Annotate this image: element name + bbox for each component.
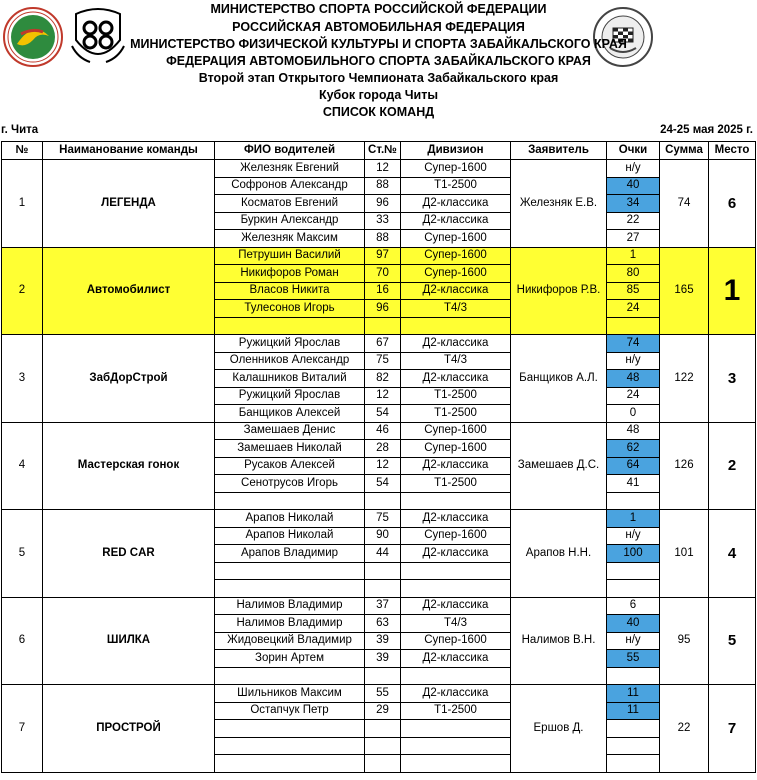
points-cell [607, 492, 660, 510]
start-number-cell: 96 [365, 300, 401, 318]
sum-cell: 165 [660, 247, 709, 335]
team-number-cell: 7 [2, 685, 43, 773]
division-cell: Д2-классика [401, 650, 511, 668]
start-number-cell [365, 755, 401, 773]
team-number-cell: 1 [2, 160, 43, 248]
points-cell: 55 [607, 650, 660, 668]
team-name-cell: ЛЕГЕНДА [43, 160, 215, 248]
division-cell [401, 562, 511, 580]
driver-name-cell: Замешаев Денис [215, 422, 365, 440]
start-number-cell [365, 492, 401, 510]
driver-name-cell: Железняк Максим [215, 230, 365, 248]
driver-name-cell: Налимов Владимир [215, 597, 365, 615]
points-cell: н/у [607, 160, 660, 178]
sum-cell: 95 [660, 597, 709, 685]
driver-name-cell [215, 667, 365, 685]
date-label: 24-25 мая 2025 г. [660, 124, 753, 136]
division-cell [401, 317, 511, 335]
division-cell: Супер-1600 [401, 632, 511, 650]
driver-name-cell: Арапов Николай [215, 510, 365, 528]
points-cell: 11 [607, 685, 660, 703]
col-place-header: Место [709, 142, 756, 160]
division-cell: Т1-2500 [401, 177, 511, 195]
driver-name-cell [215, 317, 365, 335]
start-number-cell: 29 [365, 702, 401, 720]
start-number-cell: 16 [365, 282, 401, 300]
table-row [2, 685, 756, 703]
driver-name-cell: Власов Никита [215, 282, 365, 300]
start-number-cell [365, 720, 401, 738]
header-line-regional-federation: ФЕДЕРАЦИЯ АВТОМОБИЛЬНОГО СПОРТА ЗАБАЙКАЛЬСКОГО КРАЯ [166, 54, 591, 68]
place-cell: 3 [709, 335, 756, 423]
points-cell [607, 667, 660, 685]
driver-name-cell [215, 580, 365, 598]
start-number-cell: 82 [365, 370, 401, 388]
points-cell [607, 562, 660, 580]
division-cell [401, 580, 511, 598]
points-cell: 24 [607, 387, 660, 405]
start-number-cell: 33 [365, 212, 401, 230]
applicant-cell: Никифоров Р.В. [511, 247, 607, 335]
team-number-cell: 2 [2, 247, 43, 335]
division-cell [401, 667, 511, 685]
points-cell: 22 [607, 212, 660, 230]
driver-name-cell: Буркин Александр [215, 212, 365, 230]
sum-cell: 22 [660, 685, 709, 773]
division-cell: Д2-классика [401, 457, 511, 475]
team-number-cell: 4 [2, 422, 43, 510]
division-cell: Д2-классика [401, 510, 511, 528]
driver-name-cell: Арапов Владимир [215, 545, 365, 563]
points-cell: 48 [607, 370, 660, 388]
driver-name-cell: Косматов Евгений [215, 195, 365, 213]
team-name-cell: Автомобилист [43, 247, 215, 335]
page-title: СПИСОК КОМАНД [322, 105, 435, 119]
team-number-cell: 6 [2, 597, 43, 685]
division-cell: Супер-1600 [401, 440, 511, 458]
points-cell: 41 [607, 475, 660, 493]
teams-table [1, 141, 756, 773]
driver-name-cell: Железняк Евгений [215, 160, 365, 178]
points-cell: 40 [607, 177, 660, 195]
col-applicant-header: Заявитель [511, 142, 607, 160]
driver-name-cell [215, 755, 365, 773]
driver-name-cell [215, 562, 365, 580]
document-header [0, 0, 757, 122]
sum-cell: 122 [660, 335, 709, 423]
header-line-raf: РОССИЙСКАЯ АВТОМОБИЛЬНАЯ ФЕДЕРАЦИЯ [232, 20, 525, 34]
start-number-cell: 44 [365, 545, 401, 563]
table-row [2, 510, 756, 528]
driver-name-cell: Зорин Артем [215, 650, 365, 668]
start-number-cell: 28 [365, 440, 401, 458]
division-cell: Д2-классика [401, 212, 511, 230]
driver-name-cell: Ружицкий Ярослав [215, 387, 365, 405]
driver-name-cell: Русаков Алексей [215, 457, 365, 475]
driver-name-cell: Налимов Владимир [215, 615, 365, 633]
start-number-cell: 54 [365, 405, 401, 423]
points-cell: 27 [607, 230, 660, 248]
place-cell: 4 [709, 510, 756, 598]
division-cell [401, 755, 511, 773]
col-number-header: № [2, 142, 43, 160]
driver-name-cell: Банщиков Алексей [215, 405, 365, 423]
division-cell: Д2-классика [401, 597, 511, 615]
division-cell: Д2-классика [401, 195, 511, 213]
start-number-cell: 12 [365, 387, 401, 405]
start-number-cell: 97 [365, 247, 401, 265]
points-cell: 48 [607, 422, 660, 440]
header-line-ministry-sport: МИНИСТЕРСТВО СПОРТА РОССИЙСКОЙ ФЕДЕРАЦИИ [210, 2, 547, 16]
table-header-row [2, 142, 756, 160]
table-row [2, 597, 756, 615]
start-number-cell: 12 [365, 457, 401, 475]
start-number-cell: 96 [365, 195, 401, 213]
division-cell: Супер-1600 [401, 247, 511, 265]
start-number-cell: 12 [365, 160, 401, 178]
applicant-cell: Замешаев Д.С. [511, 422, 607, 510]
applicant-cell: Налимов В.Н. [511, 597, 607, 685]
driver-name-cell: Сенотрусов Игорь [215, 475, 365, 493]
header-line-ministry-region: МИНИСТЕРСТВО ФИЗИЧЕСКОЙ КУЛЬТУРЫ И СПОРТА ЗАБАЙКАЛЬСКОГО КРАЯ [130, 37, 627, 51]
points-cell [607, 317, 660, 335]
points-cell [607, 580, 660, 598]
driver-name-cell: Никифоров Роман [215, 265, 365, 283]
division-cell [401, 720, 511, 738]
start-number-cell: 70 [365, 265, 401, 283]
division-cell: Супер-1600 [401, 527, 511, 545]
header-line-cup: Кубок города Читы [318, 88, 439, 102]
team-number-cell: 5 [2, 510, 43, 598]
table-row [2, 160, 756, 178]
place-cell: 1 [709, 247, 756, 335]
header-line-event-stage: Второй этап Открытого Чемпионата Забайкальского края [198, 71, 559, 85]
division-cell: Т1-2500 [401, 405, 511, 423]
start-number-cell: 55 [365, 685, 401, 703]
points-cell: 74 [607, 335, 660, 353]
start-number-cell [365, 317, 401, 335]
driver-name-cell: Петрушин Василий [215, 247, 365, 265]
points-cell: 100 [607, 545, 660, 563]
driver-name-cell [215, 492, 365, 510]
start-number-cell [365, 667, 401, 685]
points-cell: 24 [607, 300, 660, 318]
division-cell [401, 737, 511, 755]
division-cell: Д2-классика [401, 685, 511, 703]
division-cell [401, 492, 511, 510]
start-number-cell: 54 [365, 475, 401, 493]
start-number-cell: 39 [365, 632, 401, 650]
points-cell [607, 755, 660, 773]
driver-name-cell [215, 737, 365, 755]
team-name-cell: ШИЛКА [43, 597, 215, 685]
applicant-cell: Ершов Д. [511, 685, 607, 773]
start-number-cell [365, 562, 401, 580]
points-cell: 1 [607, 510, 660, 528]
division-cell: Т4/3 [401, 300, 511, 318]
col-team-header: Наиманование команды [43, 142, 215, 160]
team-name-cell: ПРОСТРОЙ [43, 685, 215, 773]
col-division-header: Дивизион [401, 142, 511, 160]
driver-name-cell: Остапчук Петр [215, 702, 365, 720]
points-cell [607, 720, 660, 738]
division-cell: Супер-1600 [401, 160, 511, 178]
division-cell: Д2-классика [401, 545, 511, 563]
col-drivers-header: ФИО водителей [215, 142, 365, 160]
place-cell: 2 [709, 422, 756, 510]
col-sum-header: Сумма [660, 142, 709, 160]
division-cell: Д2-классика [401, 335, 511, 353]
start-number-cell: 88 [365, 230, 401, 248]
division-cell: Д2-классика [401, 282, 511, 300]
col-points-header: Очки [607, 142, 660, 160]
start-number-cell: 75 [365, 510, 401, 528]
division-cell: Т1-2500 [401, 702, 511, 720]
driver-name-cell: Оленников Александр [215, 352, 365, 370]
division-cell: Т1-2500 [401, 475, 511, 493]
start-number-cell: 37 [365, 597, 401, 615]
start-number-cell [365, 737, 401, 755]
division-cell: Т1-2500 [401, 387, 511, 405]
place-cell: 7 [709, 685, 756, 773]
driver-name-cell: Шильников Максим [215, 685, 365, 703]
start-number-cell: 46 [365, 422, 401, 440]
division-cell: Д2-классика [401, 370, 511, 388]
start-number-cell: 75 [365, 352, 401, 370]
points-cell: 0 [607, 405, 660, 423]
points-cell: 85 [607, 282, 660, 300]
points-cell: 1 [607, 247, 660, 265]
start-number-cell: 90 [365, 527, 401, 545]
division-cell: Супер-1600 [401, 230, 511, 248]
start-number-cell: 88 [365, 177, 401, 195]
points-cell: н/у [607, 632, 660, 650]
points-cell: 6 [607, 597, 660, 615]
table-row [2, 247, 756, 265]
city-label: г. Чита [1, 124, 39, 136]
team-name-cell: ЗабДорСтрой [43, 335, 215, 423]
applicant-cell: Железняк Е.В. [511, 160, 607, 248]
points-cell: 64 [607, 457, 660, 475]
points-cell: 40 [607, 615, 660, 633]
table-row [2, 335, 756, 353]
division-cell: Супер-1600 [401, 265, 511, 283]
start-number-cell [365, 580, 401, 598]
points-cell: 34 [607, 195, 660, 213]
points-cell: н/у [607, 527, 660, 545]
sum-cell: 126 [660, 422, 709, 510]
driver-name-cell: Жидовецкий Владимир [215, 632, 365, 650]
points-cell: н/у [607, 352, 660, 370]
driver-name-cell: Калашников Виталий [215, 370, 365, 388]
division-cell: Т4/3 [401, 352, 511, 370]
sum-cell: 74 [660, 160, 709, 248]
team-number-cell: 3 [2, 335, 43, 423]
points-cell [607, 737, 660, 755]
col-start-number-header: Ст.№ [365, 142, 401, 160]
start-number-cell: 63 [365, 615, 401, 633]
team-name-cell: Мастерская гонок [43, 422, 215, 510]
driver-name-cell: Тулесонов Игорь [215, 300, 365, 318]
driver-name-cell [215, 720, 365, 738]
team-name-cell: RED CAR [43, 510, 215, 598]
applicant-cell: Банщиков А.Л. [511, 335, 607, 423]
start-number-cell: 39 [365, 650, 401, 668]
applicant-cell: Арапов Н.Н. [511, 510, 607, 598]
driver-name-cell: Софронов Александр [215, 177, 365, 195]
points-cell: 62 [607, 440, 660, 458]
place-cell: 6 [709, 160, 756, 248]
driver-name-cell: Ружицкий Ярослав [215, 335, 365, 353]
driver-name-cell: Замешаев Николай [215, 440, 365, 458]
sum-cell: 101 [660, 510, 709, 598]
points-cell: 80 [607, 265, 660, 283]
start-number-cell: 67 [365, 335, 401, 353]
points-cell: 11 [607, 702, 660, 720]
driver-name-cell: Арапов Николай [215, 527, 365, 545]
division-cell: Т4/3 [401, 615, 511, 633]
place-cell: 5 [709, 597, 756, 685]
table-row [2, 422, 756, 440]
division-cell: Супер-1600 [401, 422, 511, 440]
